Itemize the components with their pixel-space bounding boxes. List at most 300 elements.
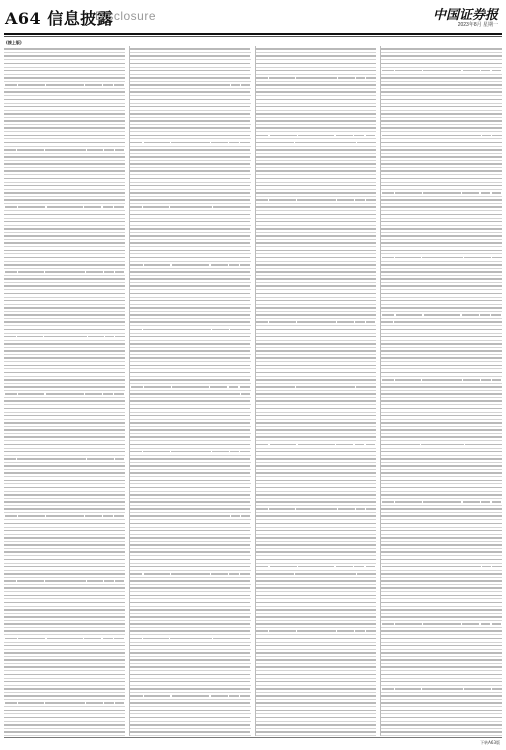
table-row (381, 405, 502, 412)
header-rule (4, 33, 502, 35)
table-cell (367, 379, 377, 381)
table-cell (240, 695, 250, 697)
table-cell (4, 242, 16, 244)
table-cell (214, 214, 231, 216)
table-cell (367, 106, 377, 108)
table-cell (268, 149, 295, 151)
table-cell (43, 724, 89, 726)
table-cell (142, 242, 169, 244)
footer-rule (4, 737, 502, 738)
table-cell (16, 609, 43, 611)
table-cell (466, 494, 483, 496)
table-row (256, 585, 377, 592)
table-row (4, 175, 125, 182)
table-cell (142, 199, 169, 201)
table-row (4, 276, 125, 283)
table-cell (268, 523, 295, 525)
table-cell (420, 400, 466, 402)
table-row (130, 664, 251, 671)
table-cell (115, 566, 125, 568)
table-cell (115, 214, 125, 216)
table-cell (47, 206, 83, 208)
table-row (256, 441, 377, 448)
table-cell (492, 63, 502, 65)
table-cell (381, 645, 393, 647)
table-cell (4, 717, 16, 719)
table-row (381, 204, 502, 211)
table-row (4, 542, 125, 549)
table-cell (268, 465, 295, 467)
table-cell (357, 163, 367, 165)
table-cell (381, 84, 393, 86)
table-cell (268, 724, 295, 726)
table-cell (231, 149, 241, 151)
table-cell (256, 77, 268, 79)
table-cell (16, 480, 43, 482)
table-cell (466, 616, 483, 618)
table-cell (381, 587, 393, 589)
table-row (256, 599, 377, 606)
table-cell (105, 674, 115, 676)
table-cell (294, 465, 340, 467)
table-row (256, 369, 377, 376)
table-cell (231, 487, 241, 489)
table-cell (168, 731, 214, 733)
table-row (130, 226, 251, 233)
table-cell (268, 710, 295, 712)
table-cell (340, 214, 357, 216)
table-cell (340, 731, 357, 733)
table-cell (231, 508, 241, 510)
table-cell (367, 120, 377, 122)
table-cell (16, 666, 43, 668)
table-cell (241, 666, 251, 668)
table-row (381, 355, 502, 362)
table-cell (214, 580, 231, 582)
table-cell (142, 710, 169, 712)
table-cell (483, 250, 493, 252)
table-cell (43, 120, 89, 122)
table-cell (492, 415, 502, 417)
table-cell (115, 508, 125, 510)
table-cell (483, 422, 493, 424)
table-cell (466, 523, 483, 525)
table-cell (4, 508, 16, 510)
table-cell (214, 300, 231, 302)
table-cell (16, 573, 43, 575)
table-cell (105, 91, 115, 93)
table-cell (420, 235, 466, 237)
table-cell (115, 185, 125, 187)
table-cell (357, 314, 367, 316)
table-cell (492, 142, 502, 144)
table-cell (85, 393, 102, 395)
table-cell (214, 77, 231, 79)
table-row (130, 326, 251, 333)
table-cell (420, 242, 466, 244)
table-cell (357, 501, 367, 503)
table-cell (130, 149, 142, 151)
table-cell (354, 566, 364, 568)
table-cell (105, 178, 115, 180)
table-cell (142, 436, 169, 438)
table-cell (256, 99, 268, 101)
table-row (130, 75, 251, 82)
table-cell (241, 70, 251, 72)
table-cell (381, 372, 393, 374)
table-row (4, 707, 125, 714)
table-cell (115, 336, 125, 338)
table-cell (294, 494, 340, 496)
table-cell (168, 149, 214, 151)
table-cell (231, 336, 241, 338)
table-cell (43, 573, 89, 575)
table-cell (16, 508, 43, 510)
table-cell (420, 285, 466, 287)
table-cell (492, 55, 502, 57)
table-cell (294, 415, 340, 417)
table-cell (142, 149, 169, 151)
table-cell (268, 501, 295, 503)
table-row (4, 269, 125, 276)
table-cell (268, 379, 295, 381)
table-cell (466, 472, 483, 474)
table-cell (142, 515, 169, 517)
table-cell (340, 163, 357, 165)
table-cell (241, 149, 251, 151)
table-cell (231, 372, 241, 374)
table-cell (84, 206, 101, 208)
table-cell (89, 630, 106, 632)
table-cell (420, 674, 466, 676)
table-cell (295, 264, 338, 266)
table-cell (214, 307, 231, 309)
table-cell (393, 544, 420, 546)
table-cell (483, 480, 493, 482)
table-cell (16, 501, 43, 503)
table-cell (367, 113, 377, 115)
table-cell (211, 264, 228, 266)
table-cell (241, 544, 251, 546)
table-cell (492, 616, 502, 618)
table-cell (231, 602, 241, 604)
table-cell (240, 142, 250, 144)
table-cell (142, 365, 169, 367)
table-cell (105, 595, 115, 597)
table-cell (168, 285, 214, 287)
table-cell (393, 595, 420, 597)
table-cell (130, 436, 142, 438)
table-cell (43, 630, 89, 632)
table-row (130, 456, 251, 463)
table-cell (268, 609, 295, 611)
table-cell (483, 149, 493, 151)
table-cell (16, 659, 43, 661)
table-cell (105, 170, 115, 172)
table-cell (168, 666, 214, 668)
table-cell (420, 451, 466, 453)
table-cell (483, 386, 493, 388)
table-cell (4, 695, 16, 697)
table-cell (256, 235, 268, 237)
table-cell (466, 365, 483, 367)
table-cell (420, 48, 466, 50)
table-cell (5, 515, 17, 517)
table-cell (231, 501, 241, 503)
table-cell (5, 702, 17, 704)
table-cell (420, 321, 465, 323)
table-row (256, 305, 377, 312)
table-cell (268, 293, 295, 295)
table-cell (16, 537, 43, 539)
table-cell (337, 199, 354, 201)
table-row (381, 434, 502, 441)
table-row (130, 520, 251, 527)
table-cell (340, 221, 357, 223)
table-row (130, 492, 251, 499)
table-cell (256, 652, 268, 654)
table-cell (105, 113, 115, 115)
table-cell (43, 530, 89, 532)
table-cell (393, 616, 420, 618)
table-cell (241, 250, 251, 252)
table-column (255, 46, 377, 736)
table-cell (256, 523, 268, 525)
table-cell (268, 350, 295, 352)
table-cell (367, 616, 377, 618)
table-cell (367, 623, 377, 625)
table-cell (268, 717, 295, 719)
table-row (4, 104, 125, 111)
table-cell (393, 472, 420, 474)
table-cell (420, 393, 466, 395)
table-cell (463, 501, 480, 503)
table-cell (492, 472, 502, 474)
table-cell (142, 508, 169, 510)
table-cell (296, 508, 337, 510)
table-cell (492, 494, 502, 496)
table-cell (393, 185, 420, 187)
table-cell (212, 329, 229, 331)
table-row (130, 420, 251, 427)
table-cell (357, 357, 367, 359)
table-row (130, 427, 251, 434)
table-cell (256, 609, 268, 611)
table-cell (105, 623, 115, 625)
table-cell (381, 329, 393, 331)
table-cell (241, 710, 251, 712)
table-cell (16, 99, 43, 101)
table-cell (483, 271, 493, 273)
table-cell (294, 515, 340, 517)
table-cell (43, 494, 89, 496)
table-row (256, 89, 377, 96)
table-row (381, 89, 502, 96)
table-row (130, 413, 251, 420)
table-cell (294, 365, 340, 367)
table-cell (16, 199, 43, 201)
table-row (381, 319, 502, 326)
table-cell (43, 695, 89, 697)
table-cell (367, 329, 377, 331)
table-cell (340, 537, 357, 539)
table-cell (366, 135, 376, 137)
table-cell (168, 250, 214, 252)
table-cell (357, 623, 367, 625)
table-cell (16, 444, 43, 446)
table-cell (168, 616, 214, 618)
table-row (381, 420, 502, 427)
table-cell (393, 156, 420, 158)
table-cell (115, 106, 125, 108)
table-cell (89, 321, 106, 323)
table-cell (43, 645, 88, 647)
table-cell (4, 321, 16, 323)
table-cell (130, 300, 142, 302)
table-cell (105, 501, 115, 503)
table-row (381, 614, 502, 621)
table-cell (115, 652, 125, 654)
table-cell (483, 307, 493, 309)
table-cell (168, 501, 214, 503)
table-row (130, 643, 251, 650)
table-cell (45, 149, 86, 151)
table-cell (144, 264, 171, 266)
table-cell (4, 185, 16, 187)
table-row (130, 147, 251, 154)
table-cell (466, 99, 483, 101)
table-cell (420, 293, 466, 295)
table-row (256, 161, 377, 168)
table-row (130, 53, 251, 60)
table-cell (366, 321, 376, 323)
table-cell (294, 530, 340, 532)
table-cell (231, 688, 241, 690)
table-cell (89, 99, 106, 101)
table-cell (4, 343, 16, 345)
table-cell (483, 587, 493, 589)
table-cell (214, 731, 231, 733)
table-row (4, 254, 125, 261)
table-cell (241, 408, 251, 410)
table-cell (466, 587, 483, 589)
table-cell (466, 717, 483, 719)
table-cell (142, 429, 169, 431)
table-cell (294, 206, 340, 208)
table-cell (105, 487, 115, 489)
table-cell (466, 120, 483, 122)
table-cell (466, 336, 483, 338)
table-cell (492, 717, 502, 719)
table-cell (268, 63, 295, 65)
table-cell (241, 688, 251, 690)
table-cell (105, 106, 115, 108)
table-cell (367, 638, 377, 640)
table-row (4, 168, 125, 175)
table-cell (105, 602, 115, 604)
table-row (381, 168, 502, 175)
table-cell (492, 365, 502, 367)
table-cell (168, 415, 214, 417)
table-cell (466, 156, 483, 158)
table-cell (393, 278, 420, 280)
table-cell (466, 84, 483, 86)
table-cell (89, 170, 106, 172)
table-cell (16, 293, 43, 295)
table-cell (16, 235, 43, 237)
table-cell (168, 681, 214, 683)
table-cell (256, 293, 268, 295)
table-cell (393, 285, 420, 287)
table-cell (367, 228, 377, 230)
table-cell (231, 408, 241, 410)
table-row (4, 585, 125, 592)
table-cell (130, 120, 142, 122)
table-cell (43, 681, 89, 683)
table-cell (4, 372, 16, 374)
table-row (130, 621, 251, 628)
table-row (381, 427, 502, 434)
table-cell (492, 429, 502, 431)
table-cell (241, 221, 251, 223)
table-cell (214, 688, 231, 690)
table-cell (89, 70, 106, 72)
table-cell (43, 257, 89, 259)
table-cell (130, 659, 142, 661)
table-cell (16, 400, 43, 402)
table-row (256, 46, 377, 53)
table-cell (492, 170, 502, 172)
table-cell (367, 480, 377, 482)
table-cell (4, 235, 16, 237)
table-cell (492, 544, 502, 546)
table-cell (231, 465, 241, 467)
table-cell (130, 551, 142, 553)
table-cell (241, 487, 251, 489)
table-row (381, 441, 502, 448)
table-cell (115, 149, 125, 151)
table-cell (420, 609, 466, 611)
table-cell (130, 228, 142, 230)
table-row (130, 46, 251, 53)
table-cell (4, 523, 16, 525)
table-row (256, 269, 377, 276)
table-cell (340, 530, 357, 532)
table-cell (142, 501, 169, 503)
table-row (130, 204, 251, 211)
table-cell (492, 609, 502, 611)
table-cell (393, 199, 420, 201)
table-cell (466, 508, 483, 510)
table-cell (230, 638, 240, 640)
table-row (381, 398, 502, 405)
table-row (256, 492, 377, 499)
table-cell (43, 163, 89, 165)
table-cell (367, 314, 377, 316)
table-cell (393, 415, 420, 417)
table-cell (466, 408, 483, 410)
table-cell (168, 422, 214, 424)
table-cell (130, 379, 142, 381)
table-cell (420, 573, 466, 575)
table-cell (340, 408, 357, 410)
table-row (381, 413, 502, 420)
table-row (256, 707, 377, 714)
table-cell (492, 422, 502, 424)
table-cell (4, 178, 16, 180)
table-cell (340, 192, 357, 194)
table-cell (483, 170, 493, 172)
